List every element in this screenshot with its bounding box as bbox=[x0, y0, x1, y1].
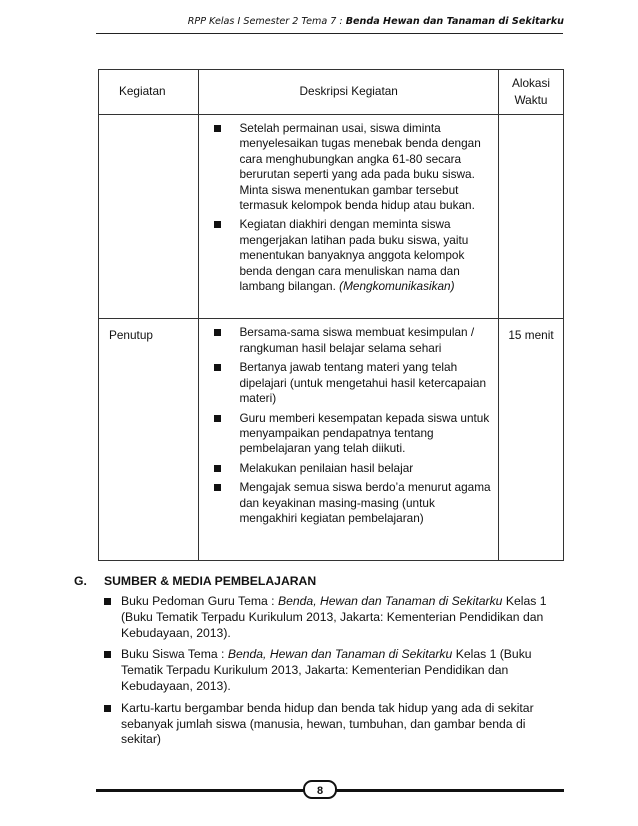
table-header-row bbox=[99, 70, 564, 115]
col-alokasi-line2: Waktu bbox=[514, 93, 548, 107]
source-title: Benda, Hewan dan Tanaman di Sekitarku bbox=[277, 594, 503, 608]
header-rule bbox=[96, 33, 563, 34]
list-item bbox=[214, 217, 492, 294]
col-alokasi-header bbox=[498, 70, 563, 115]
list-item-text: Bertanya jawab tentang materi yang telah dipelajari (untuk mengetahui hasil ketercapaian materi) bbox=[239, 360, 487, 406]
source-pre: Kartu-kartu bergambar benda hidup dan benda tak hidup yang ada di sekitar sebanyak jumlah siswa (manusia, hewan, tumbuhan, dan gambar benda di sekitar) bbox=[121, 700, 534, 747]
list-item-text: Melakukan penilaian hasil belajar bbox=[239, 460, 414, 475]
col-deskripsi-header: Deskripsi Kegiatan bbox=[199, 70, 499, 115]
list-item-text: Guru memberi kesempatan kepada siswa untuk menyampaikan pendapatnya tentang pembelajaran yang telah diikuti. bbox=[239, 410, 490, 456]
list-item-text: Setelah permainan usai, siswa diminta menyelesaikan tugas menebak benda dengan cara menghubungkan angka 61-80 secara berurutan seperti yang ada pada buku siswa. Minta siswa menentukan gambar tersebut termasuk kelompok benda hidup atau bukan. bbox=[239, 121, 481, 213]
section-heading bbox=[74, 574, 316, 588]
list-item-text: Kegiatan diakhiri dengan meminta siswa mengerjakan latihan pada buku siswa, yaitu menentukan banyaknya anggota kelompok benda dengan cara menuliskan nama dan lambang bilangan. bbox=[239, 217, 469, 294]
source-pre: Buku Pedoman Guru Tema : bbox=[121, 594, 278, 608]
list-item bbox=[214, 325, 492, 356]
footer-rule-left bbox=[96, 789, 304, 792]
table-row bbox=[99, 115, 564, 319]
header-prefix: RPP Kelas I Semester 2 Tema 7 : bbox=[187, 16, 346, 27]
section-title: SUMBER & MEDIA PEMBELAJARAN bbox=[104, 574, 317, 588]
row2-waktu: 15 menit bbox=[498, 319, 563, 561]
list-item bbox=[104, 594, 566, 641]
source-title: Benda, Hewan dan Tanaman di Sekitarku bbox=[227, 647, 453, 662]
row1-waktu bbox=[498, 115, 563, 319]
col-alokasi-line1: Alokasi bbox=[511, 76, 550, 90]
list-item-text: Bersama-sama siswa membuat kesimpulan / rangkuman hasil belajar selama sehari bbox=[239, 325, 475, 355]
row2-list bbox=[214, 325, 492, 526]
table-row bbox=[99, 319, 564, 561]
header-title: Benda Hewan dan Tanaman di Sekitarku bbox=[345, 16, 564, 27]
list-item bbox=[214, 121, 492, 213]
source-post: Kelas 1 (Buku Tematik Terpadu Kurikulum 2013, Jakarta: Kementerian Pendidikan dan Kebudayaan, 2013). bbox=[121, 594, 547, 640]
row2-deskripsi bbox=[199, 319, 499, 561]
list-item-tag: (Mengkomunikasikan) bbox=[339, 279, 455, 294]
row1-kegiatan bbox=[99, 115, 199, 319]
source-pre: Buku Siswa Tema : bbox=[121, 647, 228, 662]
list-item-text: Mengajak semua siswa berdo’a menurut agama dan keyakinan masing-masing (untuk mengakhiri kegiatan pembelajaran) bbox=[239, 480, 491, 525]
footer-rule-right bbox=[336, 789, 564, 792]
row1-list bbox=[214, 121, 492, 294]
list-item bbox=[214, 480, 492, 526]
list-item bbox=[214, 411, 492, 457]
list-item bbox=[214, 461, 492, 476]
list-item bbox=[214, 360, 492, 406]
list-item bbox=[104, 701, 566, 748]
section-letter: G. bbox=[74, 574, 87, 588]
list-item bbox=[104, 647, 566, 694]
col-kegiatan-header: Kegiatan bbox=[99, 70, 199, 115]
sources-list bbox=[104, 594, 566, 754]
running-header bbox=[96, 16, 564, 27]
source-post: Kelas 1 (Buku Tematik Terpadu Kurikulum 2013, Jakarta: Kementerian Pendidikan dan Kebudayaan, 2013). bbox=[121, 647, 532, 693]
row1-deskripsi bbox=[199, 115, 499, 319]
row2-kegiatan: Penutup bbox=[99, 319, 199, 561]
activity-table bbox=[98, 69, 564, 561]
page-number: 8 bbox=[303, 780, 337, 799]
